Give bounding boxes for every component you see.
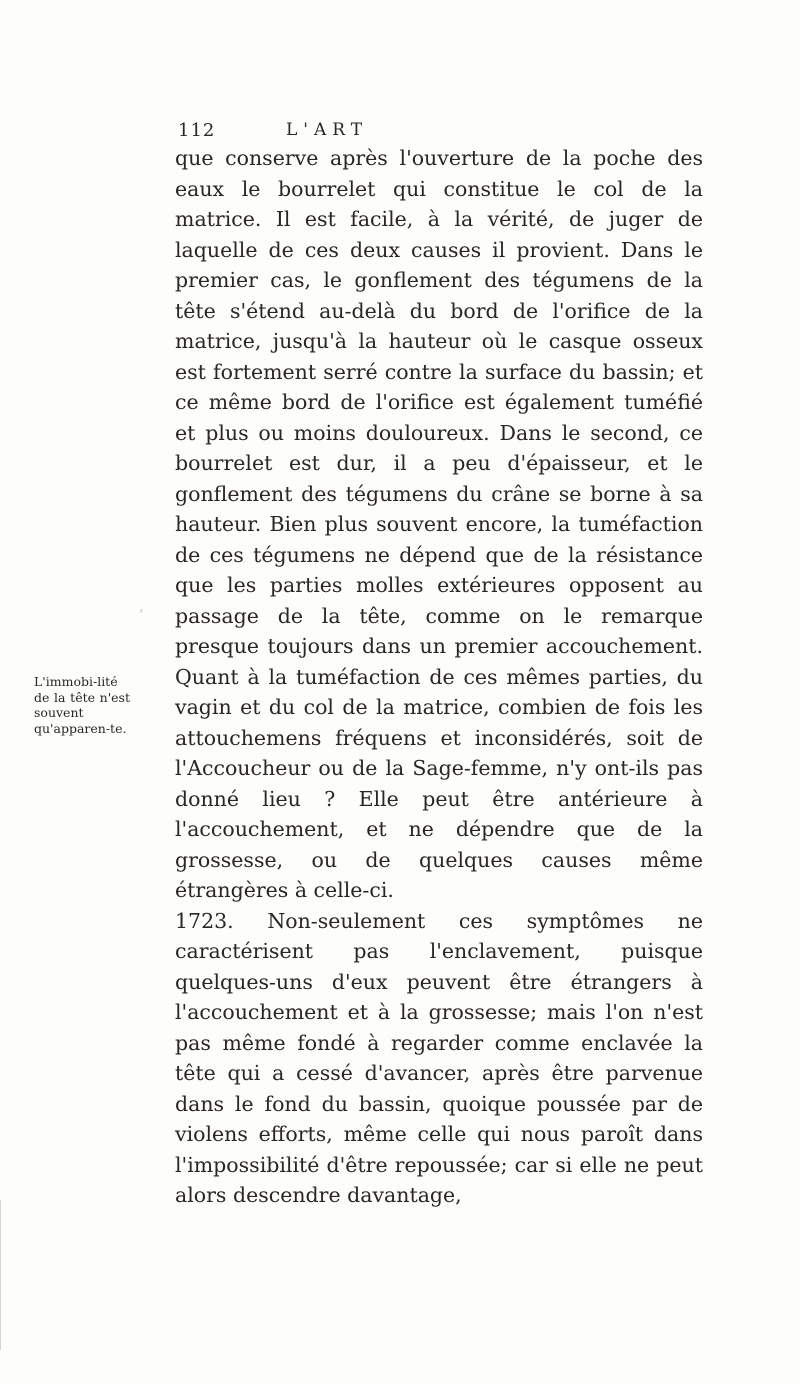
margin-note: L'immobi-lité de la tête n'est souvent qu'apparen-te. [34,674,130,736]
paragraph-1723: 1723. Non-seulement ces symptômes ne caractérisent pas l'enclavement, puisque quelques-uns d'eux peuvent être étrangers à l'accouchement et à la grossesse; mais l'on n'est pas même fondé à regarder comme enclavée la tête qui a cessé d'avancer, après être parvenue dans le fond du bassin, quoique poussée par de violens efforts, même celle qui nous paroît dans l'impossibilité d'être repoussée; car si elle ne peut alors descendre davantage, [175,908,703,1207]
page-edge-line [0,1200,1,1350]
stray-mark: ʳ [140,606,144,620]
running-title: L'ART [286,120,369,140]
paragraph: que conserve après l'ouverture de la poche des eaux le bourrelet qui constitue le col de la matrice. Il est facile, à la vérité, de juger de laquelle de ces deux causes il provient. Dans le premier cas, le gonflement des tégumens de la tête s'étend au-delà du bord de l'orifice de la matrice, jusqu'à la hauteur où le casque osseux est fortement serré contre la surface du bassin; et ce même bord de l'orifice est également tuméfié et plus ou moins douloureux. Dans le second, ce bourrelet est dur, il a peu d'épaisseur, et le gonflement des tégumens du crâne se borne à sa hauteur. Bien plus souvent encore, la tuméfaction de ces tégumens ne dépend que de la résistance que les parties molles extérieures opposent au passage de la tête, comme on le remarque presque toujours dans un premier accouchement. Quant à la tuméfaction de ces mêmes parties, du vagin et du col de la matrice, combien de fois les attouchemens fréquens et inconsidérés, soit de l'Accoucheur ou de la Sage-femme, n'y ont-ils pas donné lieu ? Elle peut être antérieure à l'accouchement, et ne dépendre que de la grossesse, ou de quelques causes même étrangères à celle-ci. [175,146,703,902]
body-text [175,143,703,1211]
page-number: 112 [178,120,216,141]
